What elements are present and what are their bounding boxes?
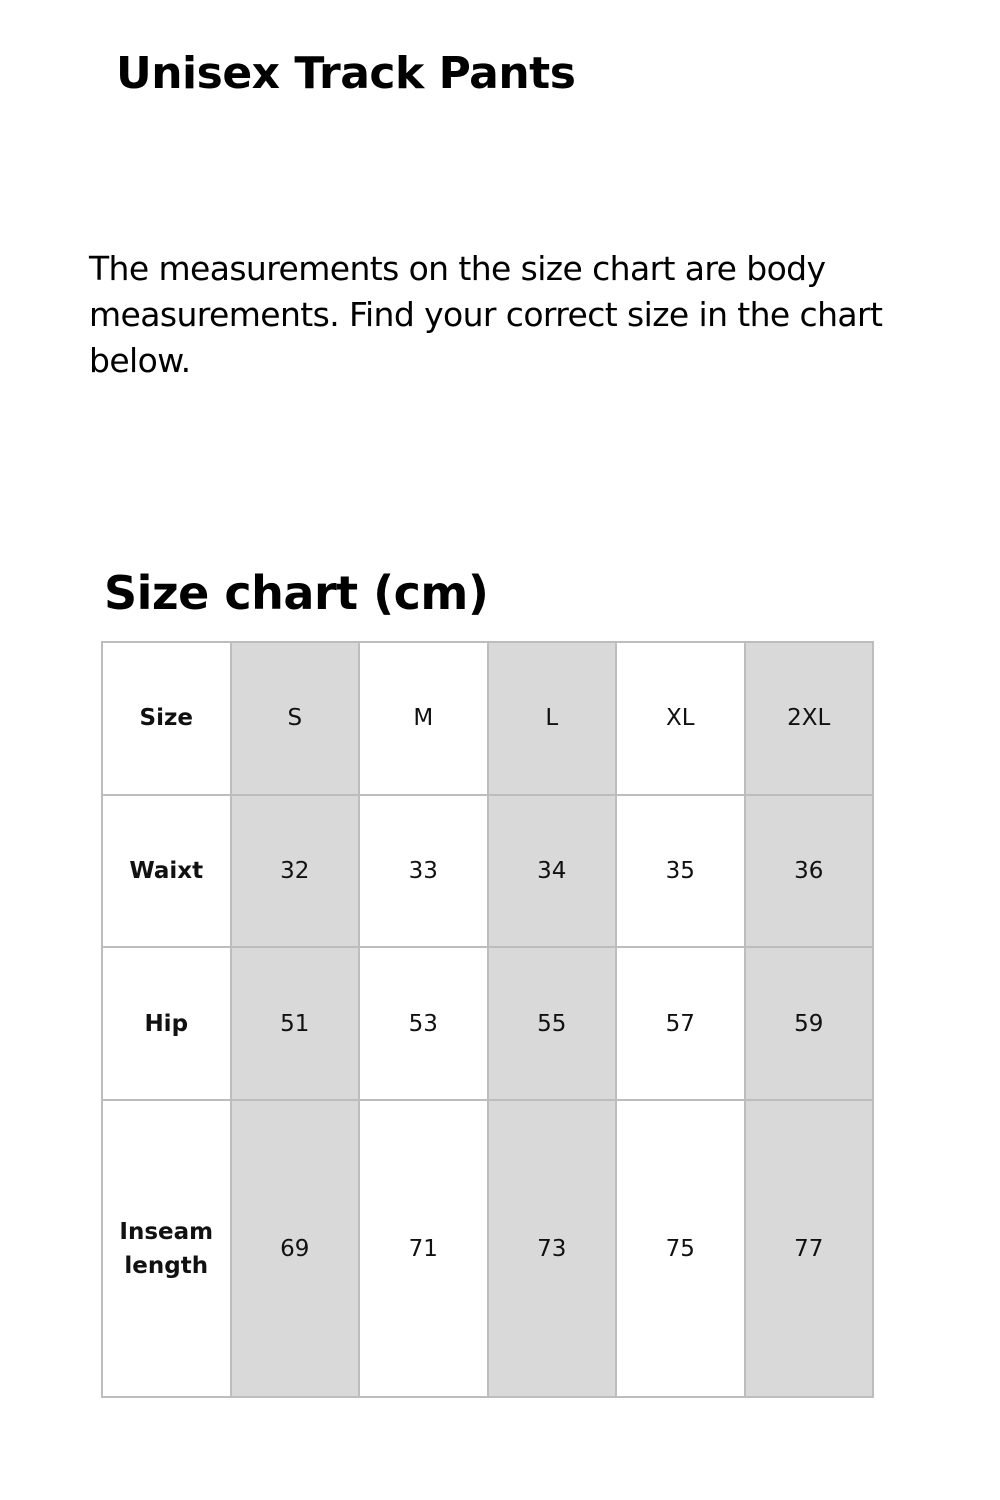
size-cell-s: S bbox=[231, 642, 360, 795]
table-row-size bbox=[102, 642, 873, 795]
hip-cell-s: 51 bbox=[231, 947, 360, 1100]
size-cell-l: L bbox=[488, 642, 617, 795]
inseam-cell-s: 69 bbox=[231, 1100, 360, 1397]
inseam-cell-l: 73 bbox=[488, 1100, 617, 1397]
size-cell-xl: XL bbox=[616, 642, 745, 795]
waist-cell-s: 32 bbox=[231, 795, 360, 948]
table-row-hip bbox=[102, 947, 873, 1100]
row-header-size: Size bbox=[102, 642, 231, 795]
waist-cell-m: 33 bbox=[359, 795, 488, 948]
size-cell-m: M bbox=[359, 642, 488, 795]
size-chart-table bbox=[101, 641, 874, 1398]
waist-cell-l: 34 bbox=[488, 795, 617, 948]
hip-cell-m: 53 bbox=[359, 947, 488, 1100]
hip-cell-xl: 57 bbox=[616, 947, 745, 1100]
hip-cell-2xl: 59 bbox=[745, 947, 874, 1100]
size-chart-intro: The measurements on the size chart are body measurements. Find your correct size in the chart below. bbox=[89, 249, 883, 380]
inseam-cell-m: 71 bbox=[359, 1100, 488, 1397]
waist-cell-2xl: 36 bbox=[745, 795, 874, 948]
row-header-waist: Waixt bbox=[102, 795, 231, 948]
inseam-cell-2xl: 77 bbox=[745, 1100, 874, 1397]
hip-cell-l: 55 bbox=[488, 947, 617, 1100]
inseam-cell-xl: 75 bbox=[616, 1100, 745, 1397]
size-chart-title: Size chart (cm) bbox=[104, 566, 489, 620]
waist-cell-xl: 35 bbox=[616, 795, 745, 948]
product-title: Unisex Track Pants bbox=[116, 48, 576, 99]
size-cell-2xl: 2XL bbox=[745, 642, 874, 795]
table-row-inseam bbox=[102, 1100, 873, 1397]
row-header-inseam: Inseam length bbox=[102, 1100, 231, 1397]
table-row-waist bbox=[102, 795, 873, 948]
row-header-hip: Hip bbox=[102, 947, 231, 1100]
